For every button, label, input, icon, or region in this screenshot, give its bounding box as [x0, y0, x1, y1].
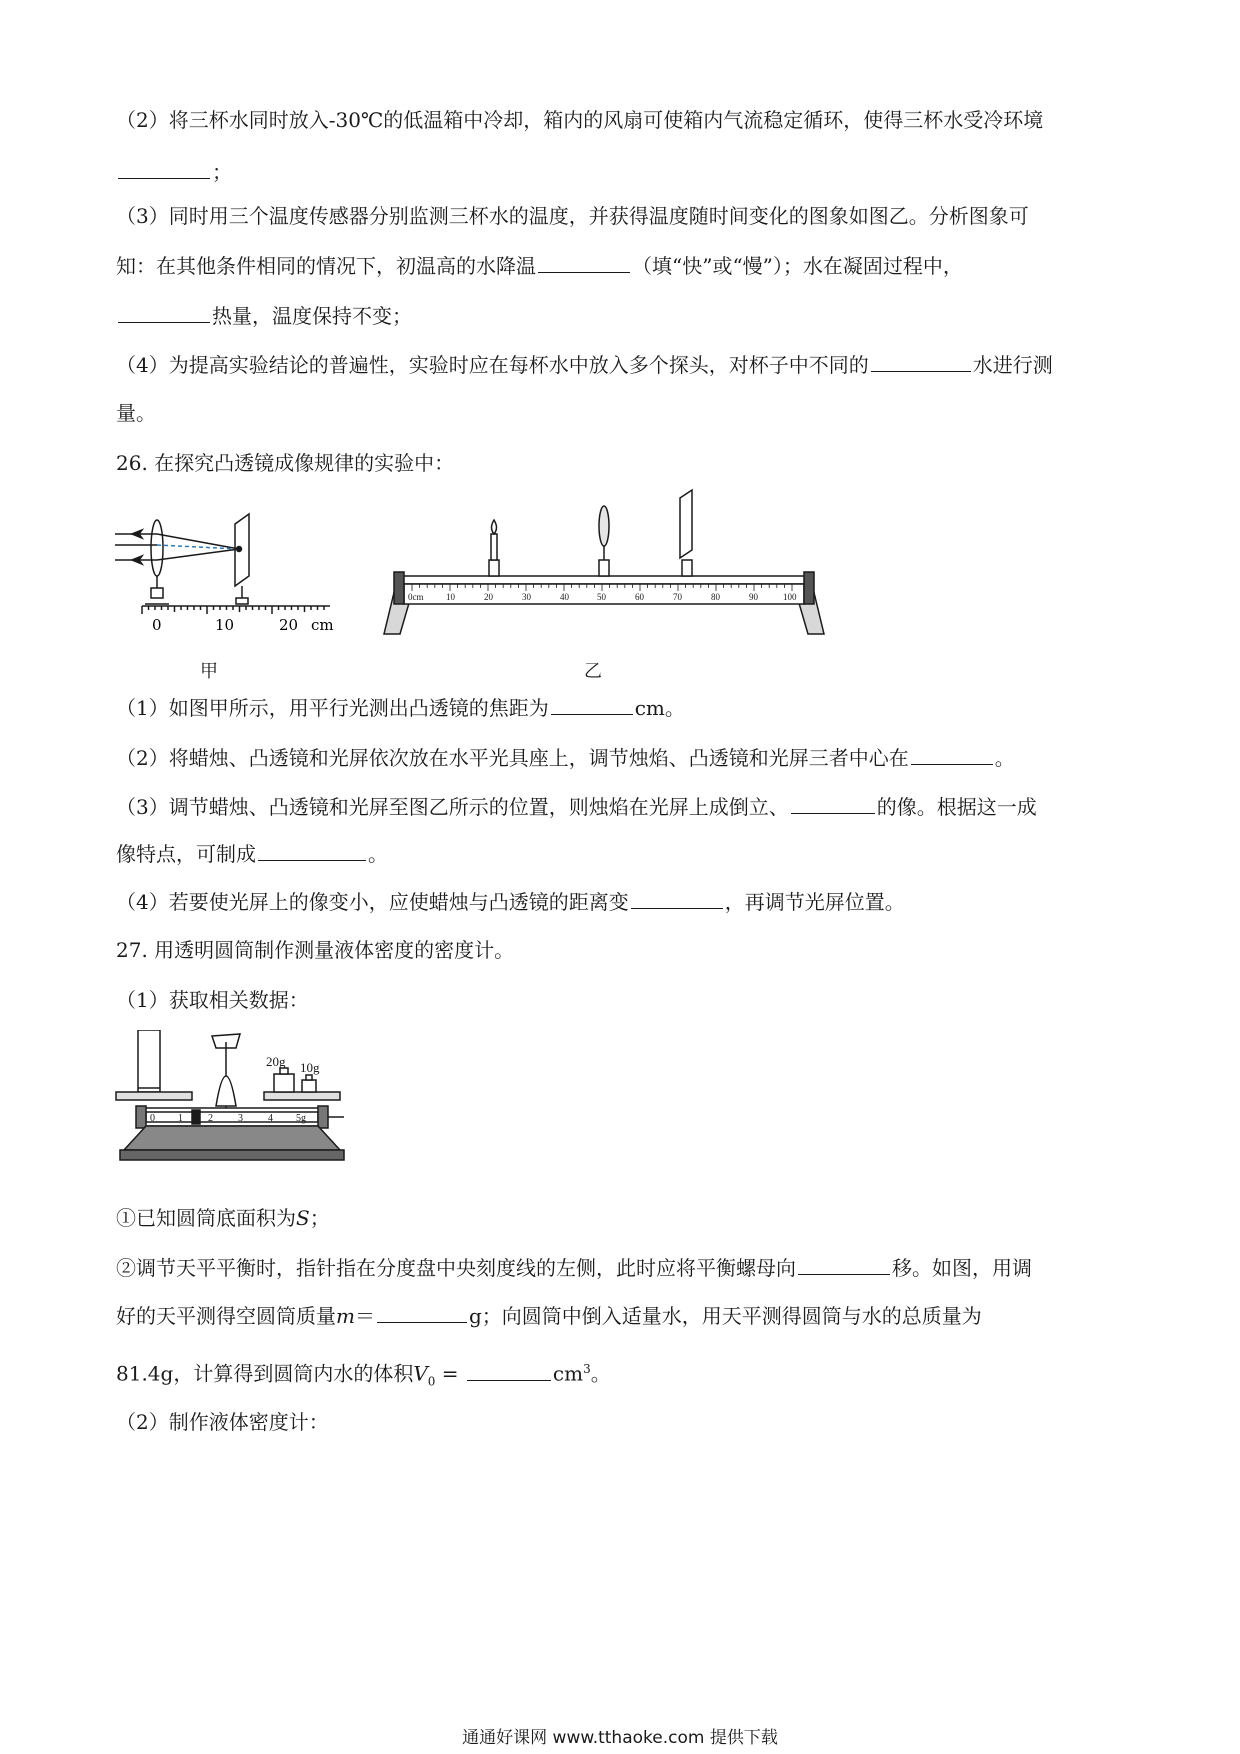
light-ray	[157, 534, 239, 549]
q27-sub2	[116, 1408, 329, 1436]
q26-part1-text: （1）如图甲所示，用平行光测出凸透镜的焦距为	[116, 696, 549, 720]
answer-blank[interactable]	[538, 252, 630, 273]
q27-item1-text: ①已知圆筒底面积为	[116, 1206, 296, 1230]
bench-tick-label: 0cm	[408, 592, 424, 602]
ruler-tick-label: 0	[152, 616, 162, 634]
convex-lens	[599, 506, 609, 546]
answer-blank[interactable]	[118, 158, 210, 179]
variable-v: V	[413, 1361, 428, 1386]
q26-part4-text: （4）若要使光屏上的像变小，应使蜡烛与凸透镜的距离变	[116, 890, 629, 914]
q25-part3-text: （3）同时用三个温度传感器分别监测三杯水的温度，并获得温度随时间变化的图象如图乙。分析图象可	[116, 204, 1029, 228]
equals-sign: =	[435, 1361, 465, 1386]
figure-yi-caption: 乙	[584, 661, 602, 682]
bench-end-right	[804, 572, 814, 604]
q26-part1	[116, 694, 685, 722]
variable-s: S	[296, 1206, 310, 1230]
ruler-unit-label: cm	[311, 616, 334, 634]
q26-part2-text: （2）将蜡烛、凸透镜和光屏依次放在水平光具座上，调节烛焰、凸透镜和光屏三者中心在	[116, 746, 909, 770]
q26-part4-end: ，再调节光屏位置。	[724, 890, 905, 914]
q27-item1-end: ；	[309, 1206, 330, 1230]
q27-sub1-text: （1）获取相关数据：	[116, 988, 309, 1012]
subscript-zero: 0	[427, 1374, 436, 1389]
figure-jia-lens-focal	[112, 500, 347, 650]
lens-holder	[151, 588, 163, 598]
answer-blank[interactable]	[791, 793, 875, 814]
weight-label: 10g	[300, 1060, 320, 1075]
figure-yi-optical-bench	[378, 488, 840, 638]
q25-part2-line1	[116, 106, 1043, 134]
q27-item2-text-b: 移。如图，用调	[892, 1256, 1032, 1280]
candle-holder	[489, 560, 499, 576]
answer-blank[interactable]	[911, 744, 993, 765]
bench-tick-label: 20	[484, 592, 493, 602]
q27-item2-text-c: 好的天平测得空圆筒质量	[116, 1304, 336, 1328]
balance-base	[124, 1126, 340, 1150]
q27-item2-text-e: 81.4g，计算得到圆筒内水的体积	[116, 1361, 414, 1386]
q26-part3-text-c: 像特点，可制成	[116, 842, 256, 866]
q27-item2-text: ②调节天平平衡时，指针指在分度盘中央刻度线的左侧，此时应将平衡螺母向	[116, 1256, 796, 1280]
q27-item2-end: 。	[590, 1361, 611, 1386]
right-pan	[264, 1092, 340, 1100]
lens-holder	[599, 560, 609, 576]
q26-title	[116, 449, 454, 477]
bench-tick-label: 10	[446, 592, 455, 602]
q27-item2-line3	[116, 1355, 611, 1396]
bench-end-left	[394, 572, 404, 604]
answer-blank[interactable]	[798, 1254, 890, 1275]
screen-holder	[236, 598, 248, 604]
beam-tick-label: 4	[268, 1113, 273, 1124]
beam-tick-label: 1	[178, 1113, 183, 1124]
unit-cm: cm	[552, 1361, 584, 1386]
weight-20g	[274, 1074, 294, 1092]
q26-part3-line1	[116, 793, 1037, 821]
q26-part3-line2	[116, 840, 388, 868]
equals-sign: ＝	[354, 1304, 375, 1328]
figure-jia-caption: 甲	[200, 661, 218, 682]
bench-tick-label: 30	[522, 592, 531, 602]
q27-title-text: 27. 用透明圆筒制作测量液体密度的密度计。	[116, 938, 515, 962]
answer-blank[interactable]	[118, 302, 210, 323]
q25-part4-line1	[116, 351, 1053, 379]
left-pan	[116, 1092, 192, 1100]
beam-tick-label: 5g	[296, 1113, 306, 1124]
q27-item1	[116, 1204, 330, 1232]
bench-tick-label: 50	[597, 592, 606, 602]
variable-m: m	[336, 1304, 355, 1328]
bench-tick-label: 80	[711, 592, 720, 602]
q25-part4-text: （4）为提高实验结论的普遍性，实验时应在每杯水中放入多个探头，对杯子中不同的	[116, 353, 869, 377]
weight-label: 20g	[266, 1054, 286, 1069]
q25-part3-line2	[116, 252, 963, 280]
balance-nut-left	[136, 1106, 146, 1128]
q27-sub1	[116, 986, 309, 1014]
balance-pillar	[216, 1076, 236, 1106]
answer-blank[interactable]	[551, 694, 633, 715]
q25-part3-line3	[116, 302, 412, 330]
q25-part2-line2	[116, 158, 232, 186]
superscript-three: 3	[583, 1362, 591, 1376]
page-footer: 通通好课网 www.tthaoke.com 提供下载	[462, 1728, 778, 1748]
q25-part4-text-b: 水进行测	[972, 353, 1053, 377]
bench-tick-label: 40	[560, 592, 569, 602]
q25-part3-line1	[116, 202, 1029, 230]
q25-part4-text-c: 量。	[116, 401, 156, 425]
bench-tick-label: 90	[749, 592, 758, 602]
q25-part4-line2	[116, 399, 156, 427]
q26-part2-end: 。	[994, 746, 1015, 770]
bench-tick-label: 60	[635, 592, 644, 602]
convex-lens	[151, 520, 163, 576]
answer-blank[interactable]	[631, 888, 723, 909]
ruler-tick-label: 20	[279, 616, 299, 634]
rider	[192, 1110, 200, 1124]
q27-sub2-text: （2）制作液体密度计：	[116, 1410, 329, 1434]
q25-part3-text-c: （填“快”或“慢”）；水在凝固过程中，	[632, 254, 963, 278]
q25-part2-end: ；	[212, 160, 232, 184]
q26-title-text: 26. 在探究凸透镜成像规律的实验中：	[116, 451, 455, 475]
candle	[491, 534, 497, 560]
light-ray	[157, 549, 239, 560]
q27-item2-line1	[116, 1254, 1032, 1282]
bench-tick-label: 70	[673, 592, 682, 602]
answer-blank[interactable]	[377, 1302, 467, 1323]
beam-tick-label: 2	[208, 1113, 213, 1124]
q25-part3-text-d: 热量，温度保持不变；	[212, 304, 412, 328]
q26-part3-text-b: 的像。根据这一成	[876, 795, 1037, 819]
q26-part3-end: 。	[368, 842, 388, 866]
bench-tick-label: 100	[783, 592, 797, 602]
q26-part2	[116, 744, 1015, 772]
beam-scale	[146, 1112, 318, 1122]
figure-balance-scale	[112, 1030, 372, 1180]
screen-holder	[682, 560, 692, 576]
q26-part3-text: （3）调节蜡烛、凸透镜和光屏至图乙所示的位置，则烛焰在光屏上成倒立、	[116, 795, 789, 819]
q27-title	[116, 936, 514, 964]
candle-flame	[492, 520, 497, 534]
q26-part1-unit: cm。	[634, 696, 685, 720]
weight-10g	[302, 1080, 316, 1092]
q26-part4	[116, 888, 905, 916]
light-screen	[680, 490, 692, 558]
q25-part2-text: （2）将三杯水同时放入-30℃的低温箱中冷却，箱内的风扇可使箱内气流稳定循环，使得三杯水受冷环境	[116, 108, 1044, 132]
answer-blank[interactable]	[871, 351, 971, 372]
empty-cylinder	[138, 1030, 160, 1092]
ruler-tick-label: 10	[215, 616, 235, 634]
answer-blank[interactable]	[258, 840, 366, 861]
q25-part3-text-b: 知：在其他条件相同的情况下，初温高的水降温	[116, 254, 536, 278]
answer-blank[interactable]	[467, 1360, 551, 1381]
beam-tick-label: 0	[150, 1113, 155, 1124]
balance-nut-right	[318, 1106, 328, 1128]
q27-item2-text-d: g；向圆筒中倒入适量水，用天平测得圆筒与水的总质量为	[468, 1304, 982, 1328]
q27-item2-line2	[116, 1302, 982, 1330]
beam-tick-label: 3	[238, 1113, 243, 1124]
